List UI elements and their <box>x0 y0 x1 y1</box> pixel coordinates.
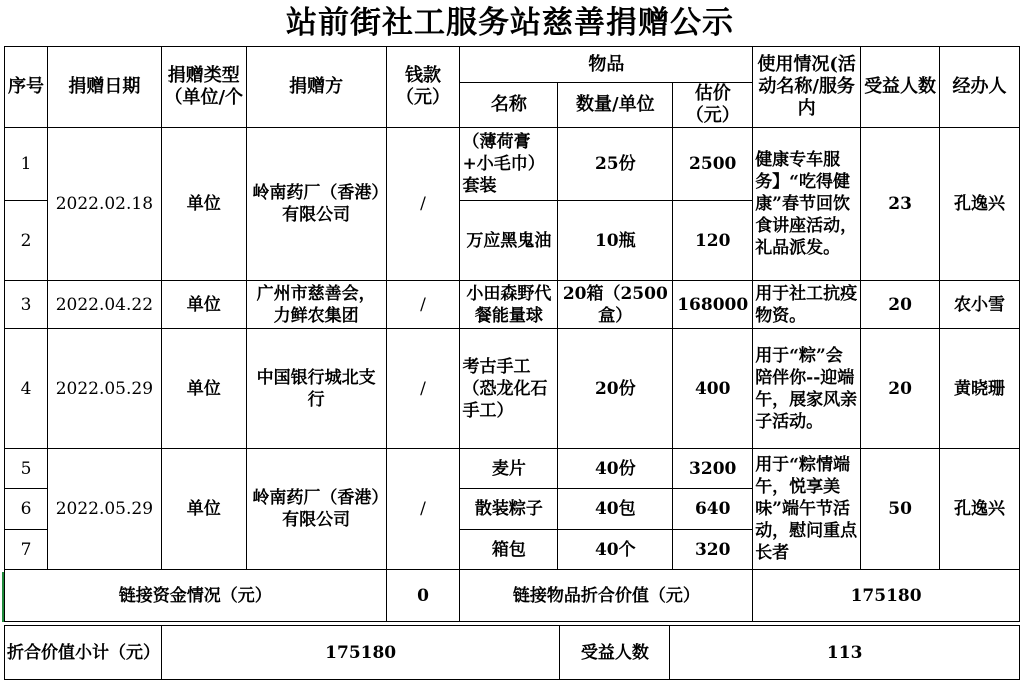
goods-name-cell: 考古手工（恐龙化石手工） <box>460 329 558 449</box>
money-cell: / <box>386 281 460 329</box>
seq-cell: 6 <box>5 489 48 530</box>
summary-table <box>4 625 1020 680</box>
header-beneficiaries: 受益人数 <box>861 47 940 128</box>
table-row <box>5 128 1020 201</box>
goods-value-cell: 320 <box>673 530 753 570</box>
goods-total-value: 175180 <box>753 570 1020 622</box>
type-cell: 单位 <box>161 128 246 281</box>
donor-cell: 广州市慈善会，力鲜农集团 <box>246 281 386 329</box>
goods-qty-cell: 10瓶 <box>558 201 673 281</box>
table-row <box>5 329 1020 449</box>
summary-row <box>5 626 1020 680</box>
goods-name-cell: 麦片 <box>460 449 558 489</box>
handler-cell: 孔逸兴 <box>940 449 1020 570</box>
type-cell: 单位 <box>161 281 246 329</box>
beneficiaries-total-value: 113 <box>670 626 1020 680</box>
header-seq: 序号 <box>5 47 48 128</box>
goods-name-cell: 小田森野代餐能量球 <box>460 281 558 329</box>
goods-value-cell: 120 <box>673 201 753 281</box>
header-row <box>5 47 1020 83</box>
goods-qty-cell: 20份 <box>558 329 673 449</box>
goods-name-cell: 万应黑鬼油 <box>460 201 558 281</box>
money-cell: / <box>386 329 460 449</box>
goods-qty-cell: 25份 <box>558 128 673 201</box>
header-date: 捐赠日期 <box>47 47 161 128</box>
table-row <box>5 449 1020 489</box>
date-cell: 2022.05.29 <box>47 329 161 449</box>
seq-cell: 7 <box>5 530 48 570</box>
handler-cell: 农小雪 <box>940 281 1020 329</box>
date-cell: 2022.05.29 <box>47 449 161 570</box>
usage-cell: 健康专车服务】“吃得健康”春节回饮食讲座活动，礼品派发。 <box>753 128 861 281</box>
beneficiaries-total-label: 受益人数 <box>560 626 670 680</box>
fund-label: 链接资金情况（元） <box>5 570 387 622</box>
goods-total-label: 链接物品折合价值（元） <box>460 570 753 622</box>
goods-value-cell: 2500 <box>673 128 753 201</box>
table-row <box>5 281 1020 329</box>
header-handler: 经办人 <box>940 47 1020 128</box>
usage-cell: 用于“粽”会陪伴你--迎端午，展家风亲子活动。 <box>753 329 861 449</box>
goods-qty-cell: 40份 <box>558 449 673 489</box>
goods-qty-cell: 40个 <box>558 530 673 570</box>
goods-value-cell: 3200 <box>673 449 753 489</box>
money-cell: / <box>386 449 460 570</box>
seq-cell: 2 <box>5 201 48 281</box>
goods-value-cell: 400 <box>673 329 753 449</box>
beneficiaries-cell: 23 <box>861 128 940 281</box>
header-type: 捐赠类型（单位/个 <box>161 47 246 128</box>
donor-cell: 岭南药厂（香港）有限公司 <box>246 128 386 281</box>
summary-row <box>5 570 1020 622</box>
type-cell: 单位 <box>161 449 246 570</box>
seq-cell: 5 <box>5 449 48 489</box>
goods-value-cell: 640 <box>673 489 753 530</box>
header-donor: 捐赠方 <box>246 47 386 128</box>
header-usage: 使用情况(活动名称/服务内 <box>753 47 861 128</box>
subtotal-label: 折合价值小计（元） <box>5 626 162 680</box>
goods-name-cell: 箱包 <box>460 530 558 570</box>
header-goods-qty: 数量/单位 <box>558 83 673 128</box>
fund-value: 0 <box>386 570 460 622</box>
beneficiaries-cell: 20 <box>861 281 940 329</box>
seq-cell: 4 <box>5 329 48 449</box>
date-cell: 2022.02.18 <box>47 128 161 281</box>
money-cell: / <box>386 128 460 281</box>
date-cell: 2022.04.22 <box>47 281 161 329</box>
usage-cell: 用于“粽情端午，悦享美味”端午节活动，慰问重点长者 <box>753 449 861 570</box>
subtotal-value: 175180 <box>161 626 560 680</box>
handler-cell: 孔逸兴 <box>940 128 1020 281</box>
beneficiaries-cell: 20 <box>861 329 940 449</box>
goods-qty-cell: 20箱（2500盒） <box>558 281 673 329</box>
beneficiaries-cell: 50 <box>861 449 940 570</box>
page-title: 站前街社工服务站慈善捐赠公示 <box>286 5 734 41</box>
seq-cell: 3 <box>5 281 48 329</box>
goods-name-cell: 散装粽子 <box>460 489 558 530</box>
goods-name-cell: （薄荷膏+小毛巾）套装 <box>460 128 558 201</box>
handler-cell: 黄晓珊 <box>940 329 1020 449</box>
header-goods-name: 名称 <box>460 83 558 128</box>
type-cell: 单位 <box>161 329 246 449</box>
header-money: 钱款（元） <box>386 47 460 128</box>
seq-cell: 1 <box>5 128 48 201</box>
donor-cell: 岭南药厂（香港）有限公司 <box>246 449 386 570</box>
usage-cell: 用于社工抗疫物资。 <box>753 281 861 329</box>
donor-cell: 中国银行城北支行 <box>246 329 386 449</box>
donation-table <box>4 46 1020 622</box>
goods-value-cell: 168000 <box>673 281 753 329</box>
goods-qty-cell: 40包 <box>558 489 673 530</box>
header-goods: 物品 <box>460 47 753 83</box>
header-goods-value: 估价（元） <box>673 83 753 128</box>
